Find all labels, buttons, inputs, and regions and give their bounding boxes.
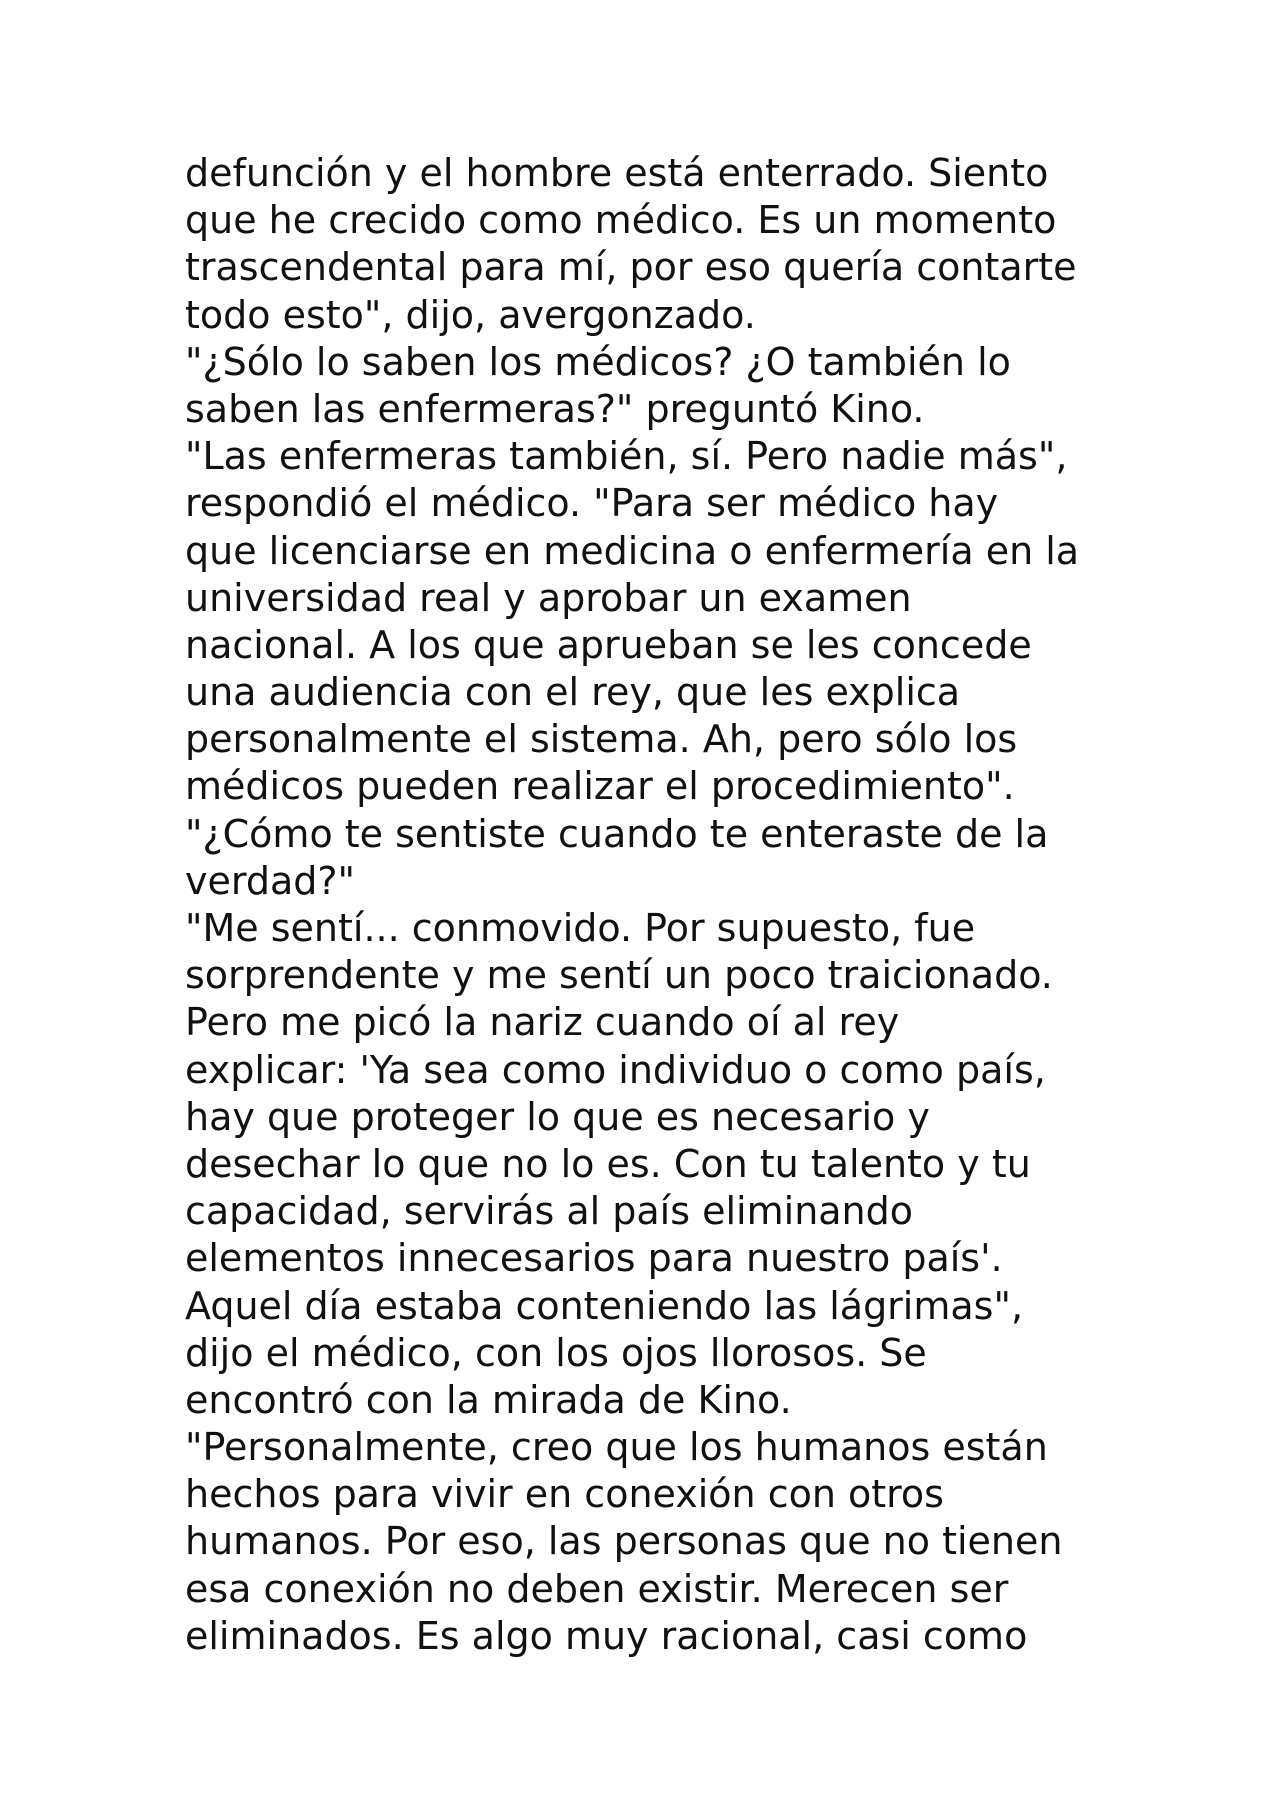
text-line: dijo el médico, con los ojos llorosos. Se <box>185 1330 927 1375</box>
text-line: que licenciarse en medicina o enfermería en la <box>185 528 1080 573</box>
text-line: universidad real y aprobar un examen <box>185 575 912 620</box>
text-line: personalmente el sistema. Ah, pero sólo los <box>185 717 1018 762</box>
text-line: nacional. A los que aprueban se les concede <box>185 622 1032 667</box>
text-line: saben las enfermeras?" preguntó Kino. <box>185 386 925 431</box>
text-line: Pero me picó la nariz cuando oí al rey <box>185 1000 900 1045</box>
text-line: encontró con la mirada de Kino. <box>185 1377 792 1422</box>
text-line: elementos innecesarios para nuestro país'. <box>185 1236 1003 1281</box>
text-line: humanos. Por eso, las personas que no tienen <box>185 1519 1063 1564</box>
text-line: explicar: 'Ya sea como individuo o como país, <box>185 1047 1046 1092</box>
text-line: sorprendente y me sentí un poco traicionado. <box>185 953 1053 998</box>
text-line: que he crecido como médico. Es un momento <box>185 198 1057 243</box>
text-line: una audiencia con el rey, que les explica <box>185 670 961 715</box>
text-line: "Las enfermeras también, sí. Pero nadie más", <box>185 434 1068 479</box>
text-line: médicos pueden realizar el procedimiento". <box>185 764 1015 809</box>
text-line: desechar lo que no lo es. Con tu talento y tu <box>185 1141 1031 1186</box>
text-line: hechos para vivir en conexión con otros <box>185 1472 944 1517</box>
text-line: verdad?" <box>185 858 355 903</box>
text-line: todo esto", dijo, avergonzado. <box>185 292 756 337</box>
body-text <box>185 150 1145 1660</box>
text-line: Aquel día estaba conteniendo las lágrimas", <box>185 1283 1024 1328</box>
text-line: "¿Sólo lo saben los médicos? ¿O también lo <box>185 339 1011 384</box>
text-line: esa conexión no deben existir. Merecen ser <box>185 1566 1009 1611</box>
text-line: "Me sentí... conmovido. Por supuesto, fue <box>185 906 976 950</box>
text-line: hay que proteger lo que es necesario y <box>185 1094 930 1139</box>
text-line: defunción y el hombre está enterrado. Siento <box>185 151 1049 195</box>
text-line: "Personalmente, creo que los humanos están <box>185 1425 1048 1470</box>
text-line: trascendental para mí, por eso quería contarte <box>185 245 1077 290</box>
text-line: eliminados. Es algo muy racional, casi como <box>185 1613 1028 1658</box>
text-line: respondió el médico. "Para ser médico hay <box>185 481 999 526</box>
text-line: "¿Cómo te sentiste cuando te enteraste de la <box>185 811 1049 856</box>
text-line: capacidad, servirás al país eliminando <box>185 1189 914 1234</box>
